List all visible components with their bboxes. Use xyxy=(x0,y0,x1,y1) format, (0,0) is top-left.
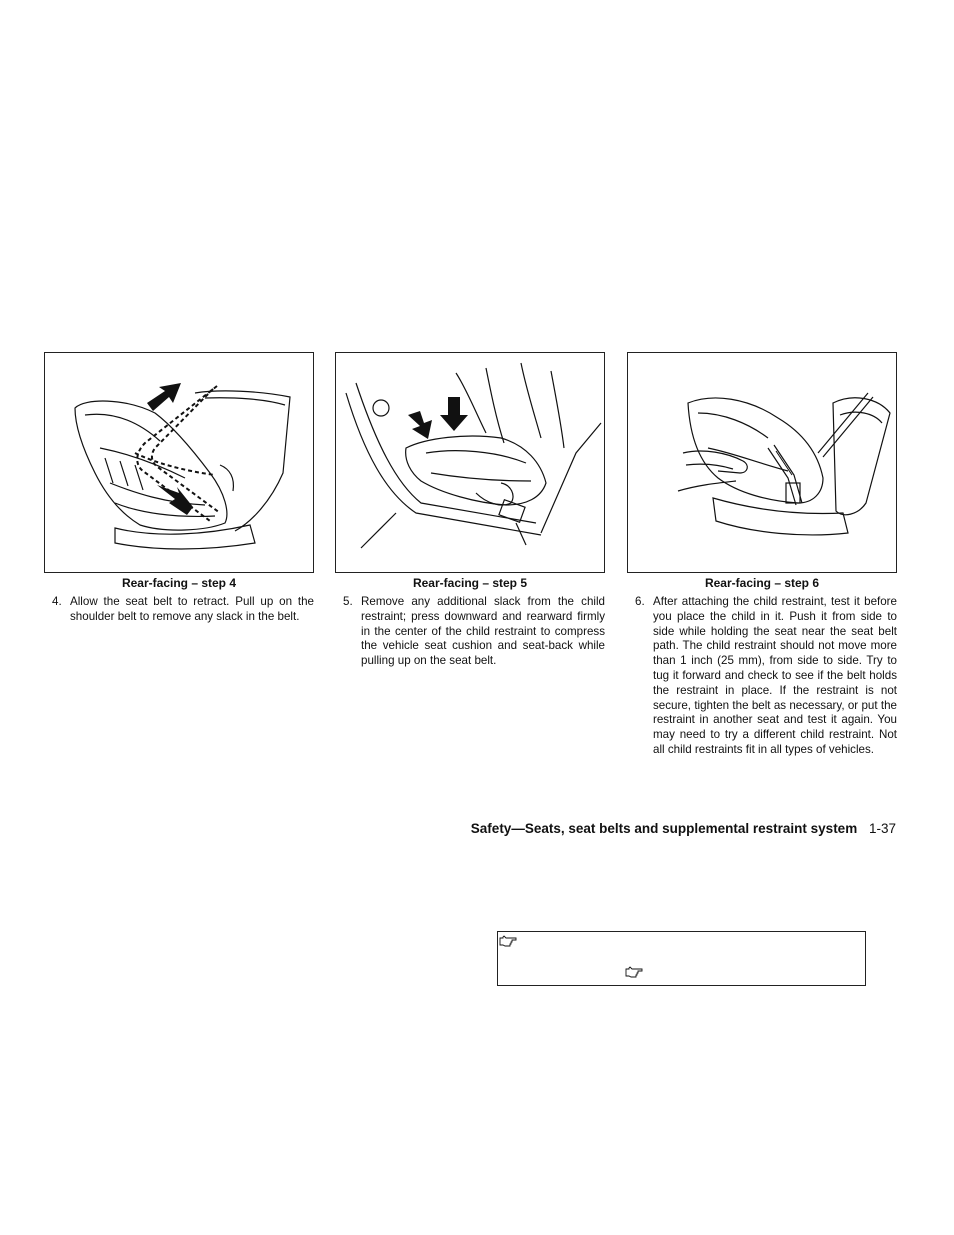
step-number: 5. xyxy=(343,595,353,608)
instruction-step-5 xyxy=(335,595,605,669)
illustration-step-6 xyxy=(627,352,897,573)
figure-column-step-5 xyxy=(335,352,605,669)
seat-belt-retract-illustration xyxy=(45,353,313,572)
figure-caption: Rear-facing – step 4 xyxy=(121,576,237,590)
illustration-step-5 xyxy=(335,352,605,573)
note-box xyxy=(497,931,866,986)
instruction-step-6 xyxy=(627,595,897,758)
figure-column-step-4 xyxy=(44,352,314,625)
page-footer xyxy=(471,821,896,836)
step-text: Remove any additional slack from the child restraint; press downward and rearward firmly in the center of the child restraint to compress the vehicle seat cushion and seat-back while pulling up on the seat belt. xyxy=(361,595,605,668)
illustration-step-4 xyxy=(44,352,314,573)
figure-caption: Rear-facing – step 6 xyxy=(704,576,820,590)
pointing-hand-icon xyxy=(499,935,517,947)
step-number: 6. xyxy=(635,595,645,608)
step-text: After attaching the child restraint, test it before you place the child in it. Push it from side to side while holding the seat near the seat belt path. The child restraint should not move more than 1 inch (25 mm), from side to side. Try to tug it forward and check to see if the belt holds the restraint in place. If the restraint is not secure, tighten the belt as necessary, or put the restraint in another seat and test it again. You may need to try a different child restraint. Not all child restraints fit in all types of vehicles. xyxy=(653,595,897,756)
instruction-step-4 xyxy=(44,595,314,625)
pointing-hand-icon xyxy=(625,966,643,978)
page-number: 1-37 xyxy=(868,821,896,836)
figure-column-step-6 xyxy=(627,352,897,758)
section-title: Safety—Seats, seat belts and supplemental restraint system xyxy=(470,821,858,836)
press-down-restraint-illustration xyxy=(336,353,604,572)
test-restraint-illustration xyxy=(628,353,896,572)
step-text: Allow the seat belt to retract. Pull up on the shoulder belt to remove any slack in the belt. xyxy=(70,595,314,623)
step-number: 4. xyxy=(52,595,62,608)
figure-caption: Rear-facing – step 5 xyxy=(412,576,528,590)
